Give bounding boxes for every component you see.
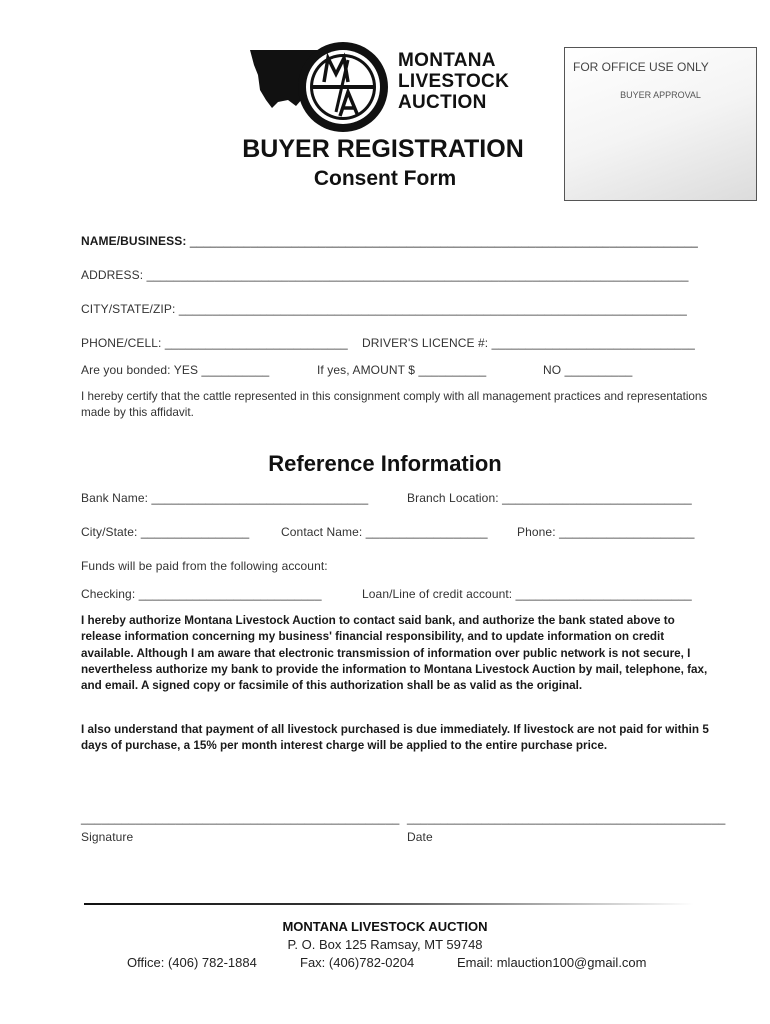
footer-company-name: MONTANA LIVESTOCK AUCTION — [282, 919, 488, 934]
date-label: Date — [407, 830, 433, 844]
city-state-field[interactable]: City/State: ________________ — [81, 525, 250, 539]
name-business-field[interactable] — [81, 234, 698, 248]
funds-statement: Funds will be paid from the following account: — [81, 559, 328, 573]
bonded-yes-field[interactable]: Are you bonded: YES __________ — [81, 363, 270, 377]
date-line[interactable]: _______________________________________________ — [407, 811, 726, 825]
footer-email[interactable]: Email: mlauction100@gmail.com — [457, 955, 647, 970]
bond-amount-field[interactable]: If yes, AMOUNT $ __________ — [317, 363, 487, 377]
branch-location-field[interactable]: Branch Location: ____________________________ — [407, 491, 692, 505]
loan-credit-field[interactable]: Loan/Line of credit account: __________________________ — [362, 587, 692, 601]
bonded-no-field[interactable]: NO __________ — [543, 363, 633, 377]
logo-line-2: LIVESTOCK — [398, 71, 510, 92]
checking-field[interactable]: Checking: ___________________________ — [81, 587, 322, 601]
logo-line-3: AUCTION — [398, 92, 487, 113]
authorization-statement: I hereby authorize Montana Livestock Auction to contact said bank, and authorize the bank stated above to release information concerning my business' financial responsibility, and to update information on credit available. Although I am aware that electronic transmission of information over public network is not secure, I nevertheless authorize my bank to provide the information to Montana Livestock Auction by mail, telephone, fax, and email. A signed copy or facsimile of this authorization shall be as valid as the original. — [81, 614, 708, 693]
name-business-blank: ___________________________________________________________________________ — [189, 234, 698, 248]
contact-name-field[interactable]: Contact Name: __________________ — [281, 525, 488, 539]
name-business-label: NAME/BUSINESS: — [81, 234, 187, 248]
footer-divider — [84, 903, 694, 905]
form-subtitle: Consent Form — [313, 167, 457, 190]
bank-name-field[interactable]: Bank Name: ________________________________ — [81, 491, 369, 505]
logo-line-1: MONTANA — [398, 50, 496, 71]
payment-statement: I also understand that payment of all livestock purchased is due immediately. If livestock are not paid for within 5 days of purchase, a 15% per month interest charge will be applied to the entire purchase price. — [81, 723, 709, 753]
logo-text — [398, 50, 509, 113]
footer-office-phone: Office: (406) 782-1884 — [127, 955, 257, 970]
form-title: BUYER REGISTRATION — [242, 135, 524, 163]
office-use-title: FOR OFFICE USE ONLY — [573, 60, 709, 74]
reference-title: Reference Information — [268, 451, 502, 476]
footer-address: P. O. Box 125 Ramsay, MT 59748 — [287, 937, 483, 952]
city-state-zip-field[interactable]: CITY/STATE/ZIP: ___________________________________________________________________________ — [81, 302, 687, 316]
address-field[interactable]: ADDRESS: ________________________________________________________________________________ — [81, 268, 689, 282]
drivers-licence-field[interactable]: DRIVER'S LICENCE #: ______________________________ — [362, 336, 695, 350]
phone-cell-field[interactable]: PHONE/CELL: ___________________________ — [81, 336, 348, 350]
footer-fax: Fax: (406)782-0204 — [300, 955, 415, 970]
reference-phone-field[interactable]: Phone: ____________________ — [517, 525, 695, 539]
montana-map-logo-graphic — [248, 40, 398, 135]
buyer-approval-label: BUYER APPROVAL — [620, 90, 701, 100]
signature-line[interactable]: _______________________________________________ — [81, 811, 400, 825]
certify-statement: I hereby certify that the cattle represented in this consignment comply with all management practices and representations made by this affidavit. — [81, 390, 708, 420]
signature-label: Signature — [81, 830, 134, 844]
logo — [248, 40, 398, 135]
